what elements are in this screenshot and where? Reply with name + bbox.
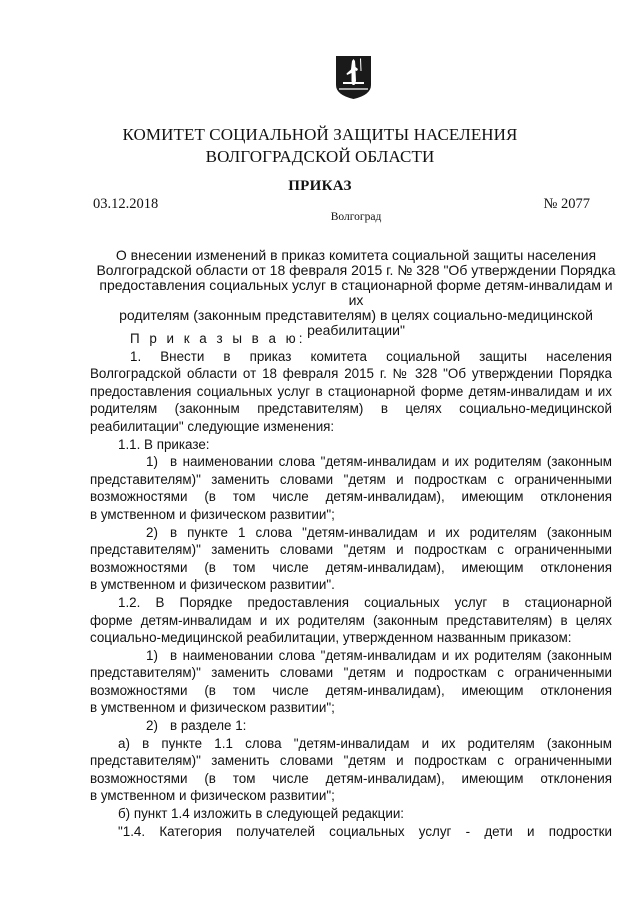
item-1-2-1-line: представителям)" заменить словами "детям и подросткам с ограниченными — [90, 665, 612, 681]
committee-title-line2: ВОЛГОГРАДСКОЙ ОБЛАСТИ — [205, 147, 435, 166]
item-a-line: представителям)" заменить словами "детям и подросткам с ограниченными — [90, 753, 612, 769]
item-1-1-1-line: 1) в наименовании слова "детям-инвалидам и их родителям (законным — [90, 453, 612, 471]
item-number: 2) — [146, 718, 158, 734]
subject-line: предоставления социальных услуг в стационарной форме детям-инвалидам и их — [99, 277, 613, 308]
document-subject — [96, 248, 616, 338]
item-1-1: 1.1. В приказе: — [118, 436, 210, 452]
document-date: 03.12.2018 — [93, 196, 159, 212]
item-1-line: реабилитации" следующие изменения: — [90, 418, 335, 434]
item-number: 2) — [146, 524, 158, 540]
item-quote: "1.4. Категория получателей социальных услуг - дети и подростки — [118, 823, 612, 839]
item-1-2-1-line: в умственном и физическом развитии"; — [90, 700, 335, 716]
item-number: 1) — [146, 647, 158, 663]
item-1-2-line: форме детям-инвалидам и их родителям (законным представителям) в целях — [90, 612, 612, 628]
item-1-2-2-line: 2) в разделе 1: — [90, 717, 612, 735]
document-type: ПРИКАЗ — [288, 178, 352, 194]
subject-line: Волгоградской области от 18 февраля 2015 г. № 328 "Об утверждении Порядка — [96, 262, 616, 278]
item-1-1-2-line: в умственном и физическом развитии". — [90, 577, 335, 593]
item-1-line: предоставления социальных услуг в стационарной форме детям-инвалидам и их — [90, 383, 612, 399]
subject-line: О внесении изменений в приказ комитета социальной защиты населения — [115, 247, 597, 263]
item-b: б) пункт 1.4 изложить в следующей редакции: — [118, 806, 405, 822]
item-1-1-1-line: в умственном и физическом развитии"; — [90, 506, 335, 522]
item-1-1-2-line: возможностями (в том числе детям-инвалидам), имеющим отклонения — [90, 559, 612, 575]
item-1-line: родителям (законным представителям) в целях социально-медицинской — [90, 401, 612, 417]
item-1-line: 1. Внести в приказ комитета социальной защиты населения — [130, 348, 612, 364]
item-a-line: а) в пункте 1.1 слова "детям-инвалидам и их родителям (законным — [118, 735, 612, 751]
committee-title — [0, 124, 640, 168]
volgograd-coat-of-arms-icon — [335, 55, 372, 100]
subject-line: родителям (законным представителям) в целях социально-медицинской — [119, 307, 593, 323]
document-body — [90, 330, 612, 840]
item-1-2-line: социально-медицинской реабилитации, утвержденном названным приказом: — [90, 630, 572, 646]
item-1-2-1-line: 1) в наименовании слова "детям-инвалидам и их родителям (законным — [90, 647, 612, 665]
document-city: Волгоград — [330, 211, 382, 223]
committee-title-line1: КОМИТЕТ СОЦИАЛЬНОЙ ЗАЩИТЫ НАСЕЛЕНИЯ — [122, 125, 518, 144]
item-1-1-2-line: представителям)" заменить словами "детям и подросткам с ограниченными — [90, 542, 612, 558]
document-number: № 2077 — [543, 196, 590, 212]
item-number: 1) — [146, 454, 158, 470]
item-a-line: возможностями (в том числе детям-инвалидам), имеющим отклонения — [90, 770, 612, 786]
item-a-line: в умственном и физическом развитии"; — [90, 788, 335, 804]
item-1-1-1-line: возможностями (в том числе детям-инвалидам), имеющим отклонения — [90, 489, 612, 505]
item-1-line: Волгоградской области от 18 февраля 2015 г. № 328 "Об утверждении Порядка — [90, 366, 612, 382]
subject-line: реабилитации" — [307, 322, 405, 338]
item-1-2-line: 1.2. В Порядке предоставления социальных услуг в стационарной — [118, 594, 612, 610]
item-1-1-1-line: представителям)" заменить словами "детям и подросткам с ограниченными — [90, 471, 612, 487]
order-word: П р и к а з ы в а ю: — [130, 331, 306, 346]
item-1-1-2-line: 2) в пункте 1 слова "детям-инвалидам и их родителям (законным — [90, 524, 612, 542]
item-1-2-1-line: возможностями (в том числе детям-инвалидам), имеющим отклонения — [90, 682, 612, 698]
